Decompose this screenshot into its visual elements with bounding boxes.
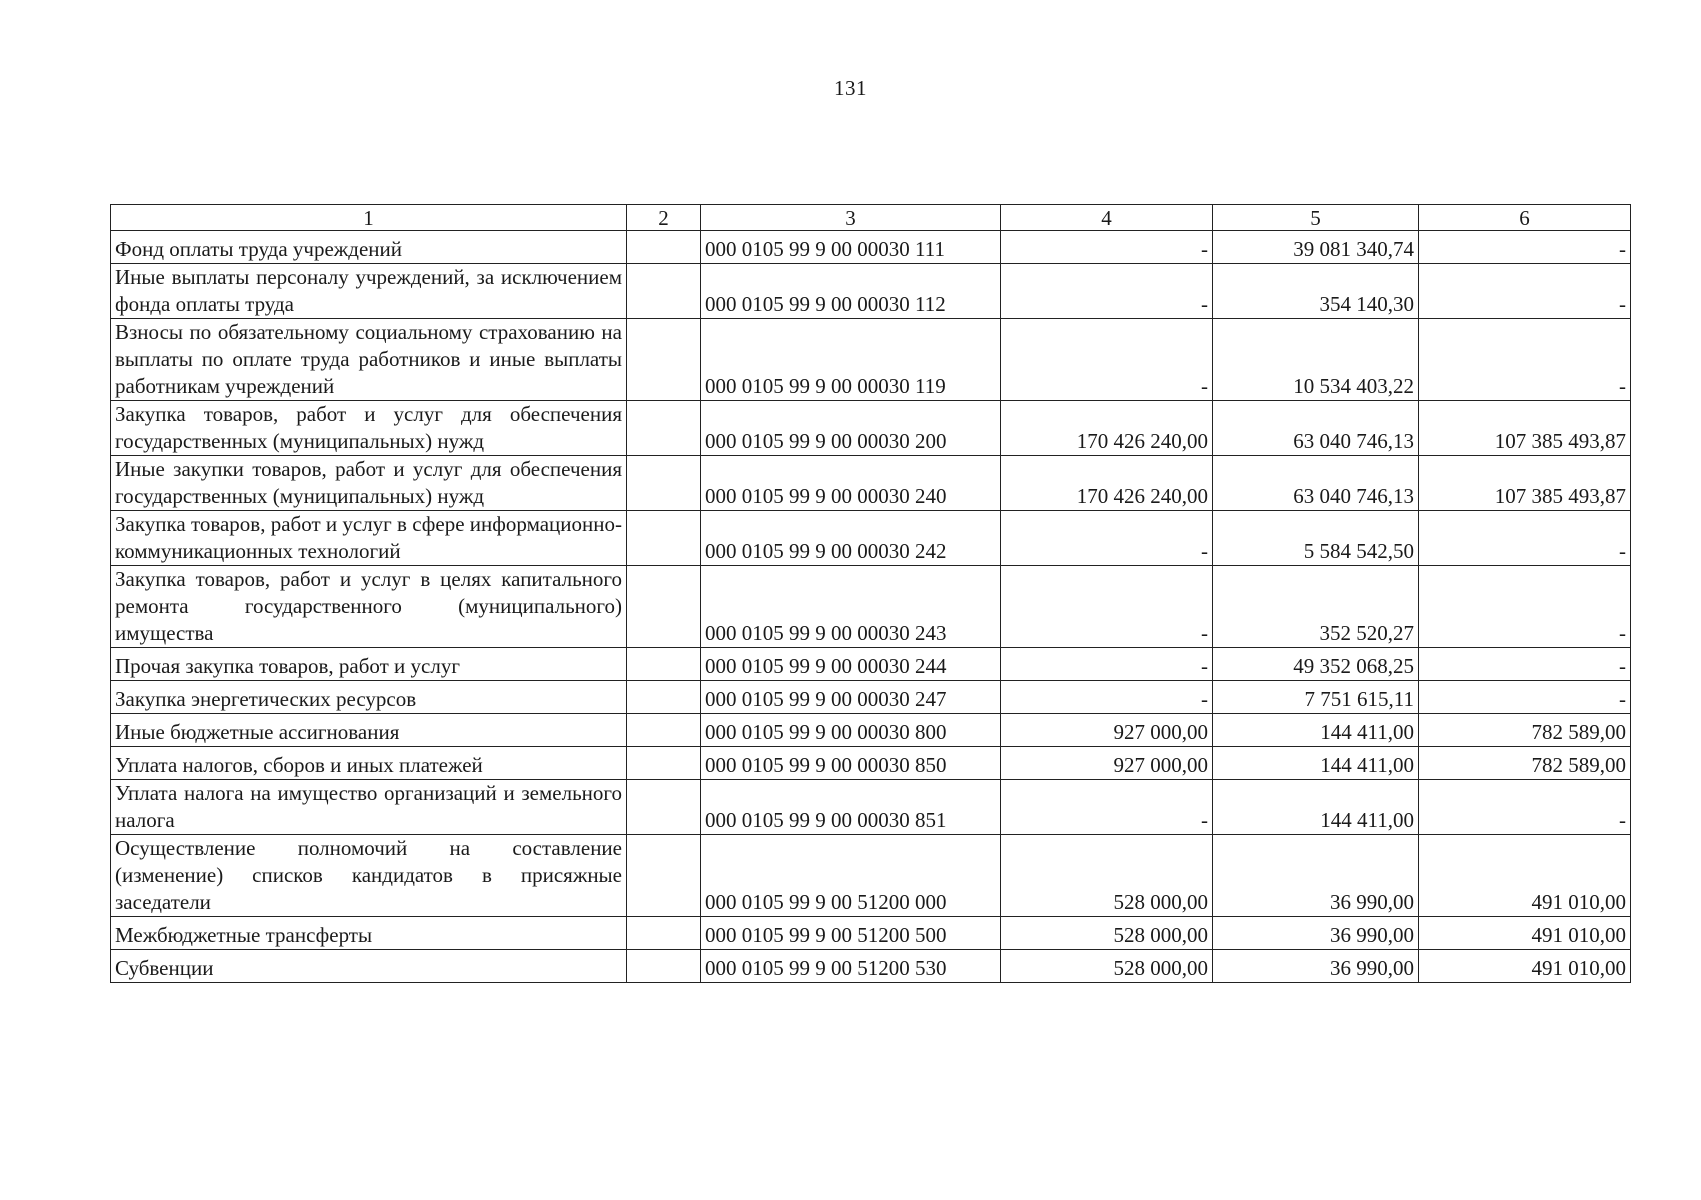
page-number: 131	[834, 76, 867, 100]
row-remaining: -	[1419, 648, 1631, 681]
table-row	[111, 714, 1631, 747]
row-code: 000 0105 99 9 00 51200 500	[701, 917, 1001, 950]
row-remaining: -	[1419, 231, 1631, 264]
row-name: Фонд оплаты труда учреждений	[111, 231, 627, 264]
row-name: Иные закупки товаров, работ и услуг для обеспечения государственных (муниципальных) нужд	[111, 456, 627, 511]
row-col2	[627, 264, 701, 319]
row-plan: -	[1001, 566, 1213, 648]
row-remaining: -	[1419, 681, 1631, 714]
row-col2	[627, 319, 701, 401]
column-header-4: 4	[1001, 205, 1213, 231]
row-col2	[627, 681, 701, 714]
row-executed: 354 140,30	[1213, 264, 1419, 319]
row-plan: 170 426 240,00	[1001, 401, 1213, 456]
table-row	[111, 401, 1631, 456]
row-remaining: -	[1419, 780, 1631, 835]
row-col2	[627, 714, 701, 747]
row-code: 000 0105 99 9 00 00030 243	[701, 566, 1001, 648]
row-executed: 36 990,00	[1213, 950, 1419, 983]
column-header-3: 3	[701, 205, 1001, 231]
row-name: Закупка товаров, работ и услуг в целях капитального ремонта государственного (муниципального) имущества	[111, 566, 627, 648]
row-name: Межбюджетные трансферты	[111, 917, 627, 950]
row-name: Уплата налога на имущество организаций и земельного налога	[111, 780, 627, 835]
table-row	[111, 917, 1631, 950]
row-plan: -	[1001, 780, 1213, 835]
row-col2	[627, 648, 701, 681]
row-col2	[627, 456, 701, 511]
row-name: Иные выплаты персоналу учреждений, за исключением фонда оплаты труда	[111, 264, 627, 319]
row-plan: -	[1001, 648, 1213, 681]
column-header-2: 2	[627, 205, 701, 231]
row-plan: 927 000,00	[1001, 747, 1213, 780]
column-header-1: 1	[111, 205, 627, 231]
row-remaining: 491 010,00	[1419, 917, 1631, 950]
row-remaining: 782 589,00	[1419, 747, 1631, 780]
row-executed: 144 411,00	[1213, 780, 1419, 835]
row-remaining: -	[1419, 511, 1631, 566]
row-remaining: 107 385 493,87	[1419, 456, 1631, 511]
row-name: Прочая закупка товаров, работ и услуг	[111, 648, 627, 681]
row-remaining: 782 589,00	[1419, 714, 1631, 747]
row-remaining: 107 385 493,87	[1419, 401, 1631, 456]
row-col2	[627, 950, 701, 983]
table-row	[111, 835, 1631, 917]
row-col2	[627, 401, 701, 456]
row-executed: 5 584 542,50	[1213, 511, 1419, 566]
row-executed: 10 534 403,22	[1213, 319, 1419, 401]
table-row	[111, 950, 1631, 983]
row-code: 000 0105 99 9 00 51200 530	[701, 950, 1001, 983]
row-plan: -	[1001, 511, 1213, 566]
row-remaining: -	[1419, 319, 1631, 401]
column-header-5: 5	[1213, 205, 1419, 231]
row-executed: 63 040 746,13	[1213, 401, 1419, 456]
row-plan: 170 426 240,00	[1001, 456, 1213, 511]
row-plan: 528 000,00	[1001, 917, 1213, 950]
table-row	[111, 747, 1631, 780]
row-executed: 49 352 068,25	[1213, 648, 1419, 681]
row-executed: 7 751 615,11	[1213, 681, 1419, 714]
row-code: 000 0105 99 9 00 00030 850	[701, 747, 1001, 780]
row-col2	[627, 747, 701, 780]
row-code: 000 0105 99 9 00 51200 000	[701, 835, 1001, 917]
row-plan: 528 000,00	[1001, 835, 1213, 917]
row-code: 000 0105 99 9 00 00030 247	[701, 681, 1001, 714]
row-plan: 927 000,00	[1001, 714, 1213, 747]
row-plan: -	[1001, 264, 1213, 319]
row-col2	[627, 511, 701, 566]
row-executed: 39 081 340,74	[1213, 231, 1419, 264]
row-executed: 36 990,00	[1213, 835, 1419, 917]
column-number-row	[111, 205, 1631, 231]
row-executed: 63 040 746,13	[1213, 456, 1419, 511]
table-row	[111, 511, 1631, 566]
row-col2	[627, 231, 701, 264]
row-remaining: -	[1419, 566, 1631, 648]
row-col2	[627, 917, 701, 950]
row-name: Осуществление полномочий на составление (изменение) списков кандидатов в присяжные заседатели	[111, 835, 627, 917]
row-executed: 36 990,00	[1213, 917, 1419, 950]
row-plan: -	[1001, 319, 1213, 401]
row-executed: 352 520,27	[1213, 566, 1419, 648]
table-row	[111, 566, 1631, 648]
row-name: Закупка энергетических ресурсов	[111, 681, 627, 714]
row-code: 000 0105 99 9 00 00030 244	[701, 648, 1001, 681]
budget-execution-table	[110, 204, 1631, 983]
row-plan: -	[1001, 681, 1213, 714]
row-code: 000 0105 99 9 00 00030 800	[701, 714, 1001, 747]
row-code: 000 0105 99 9 00 00030 200	[701, 401, 1001, 456]
table-row	[111, 681, 1631, 714]
row-name: Субвенции	[111, 950, 627, 983]
row-col2	[627, 780, 701, 835]
row-col2	[627, 835, 701, 917]
row-name: Иные бюджетные ассигнования	[111, 714, 627, 747]
table-row	[111, 231, 1631, 264]
row-name: Уплата налогов, сборов и иных платежей	[111, 747, 627, 780]
row-col2	[627, 566, 701, 648]
row-code: 000 0105 99 9 00 00030 242	[701, 511, 1001, 566]
table-row	[111, 264, 1631, 319]
row-name: Взносы по обязательному социальному страхованию на выплаты по оплате труда работников и иные выплаты работникам учреждений	[111, 319, 627, 401]
row-remaining: -	[1419, 264, 1631, 319]
table-row	[111, 780, 1631, 835]
row-executed: 144 411,00	[1213, 747, 1419, 780]
row-plan: -	[1001, 231, 1213, 264]
column-header-6: 6	[1419, 205, 1631, 231]
table-row	[111, 648, 1631, 681]
row-remaining: 491 010,00	[1419, 835, 1631, 917]
row-executed: 144 411,00	[1213, 714, 1419, 747]
table-row	[111, 319, 1631, 401]
row-code: 000 0105 99 9 00 00030 240	[701, 456, 1001, 511]
row-name: Закупка товаров, работ и услуг в сфере информационно-коммуникационных технологий	[111, 511, 627, 566]
row-name: Закупка товаров, работ и услуг для обеспечения государственных (муниципальных) нужд	[111, 401, 627, 456]
row-plan: 528 000,00	[1001, 950, 1213, 983]
table-row	[111, 456, 1631, 511]
row-code: 000 0105 99 9 00 00030 851	[701, 780, 1001, 835]
row-code: 000 0105 99 9 00 00030 111	[701, 231, 1001, 264]
row-code: 000 0105 99 9 00 00030 119	[701, 319, 1001, 401]
row-remaining: 491 010,00	[1419, 950, 1631, 983]
row-code: 000 0105 99 9 00 00030 112	[701, 264, 1001, 319]
